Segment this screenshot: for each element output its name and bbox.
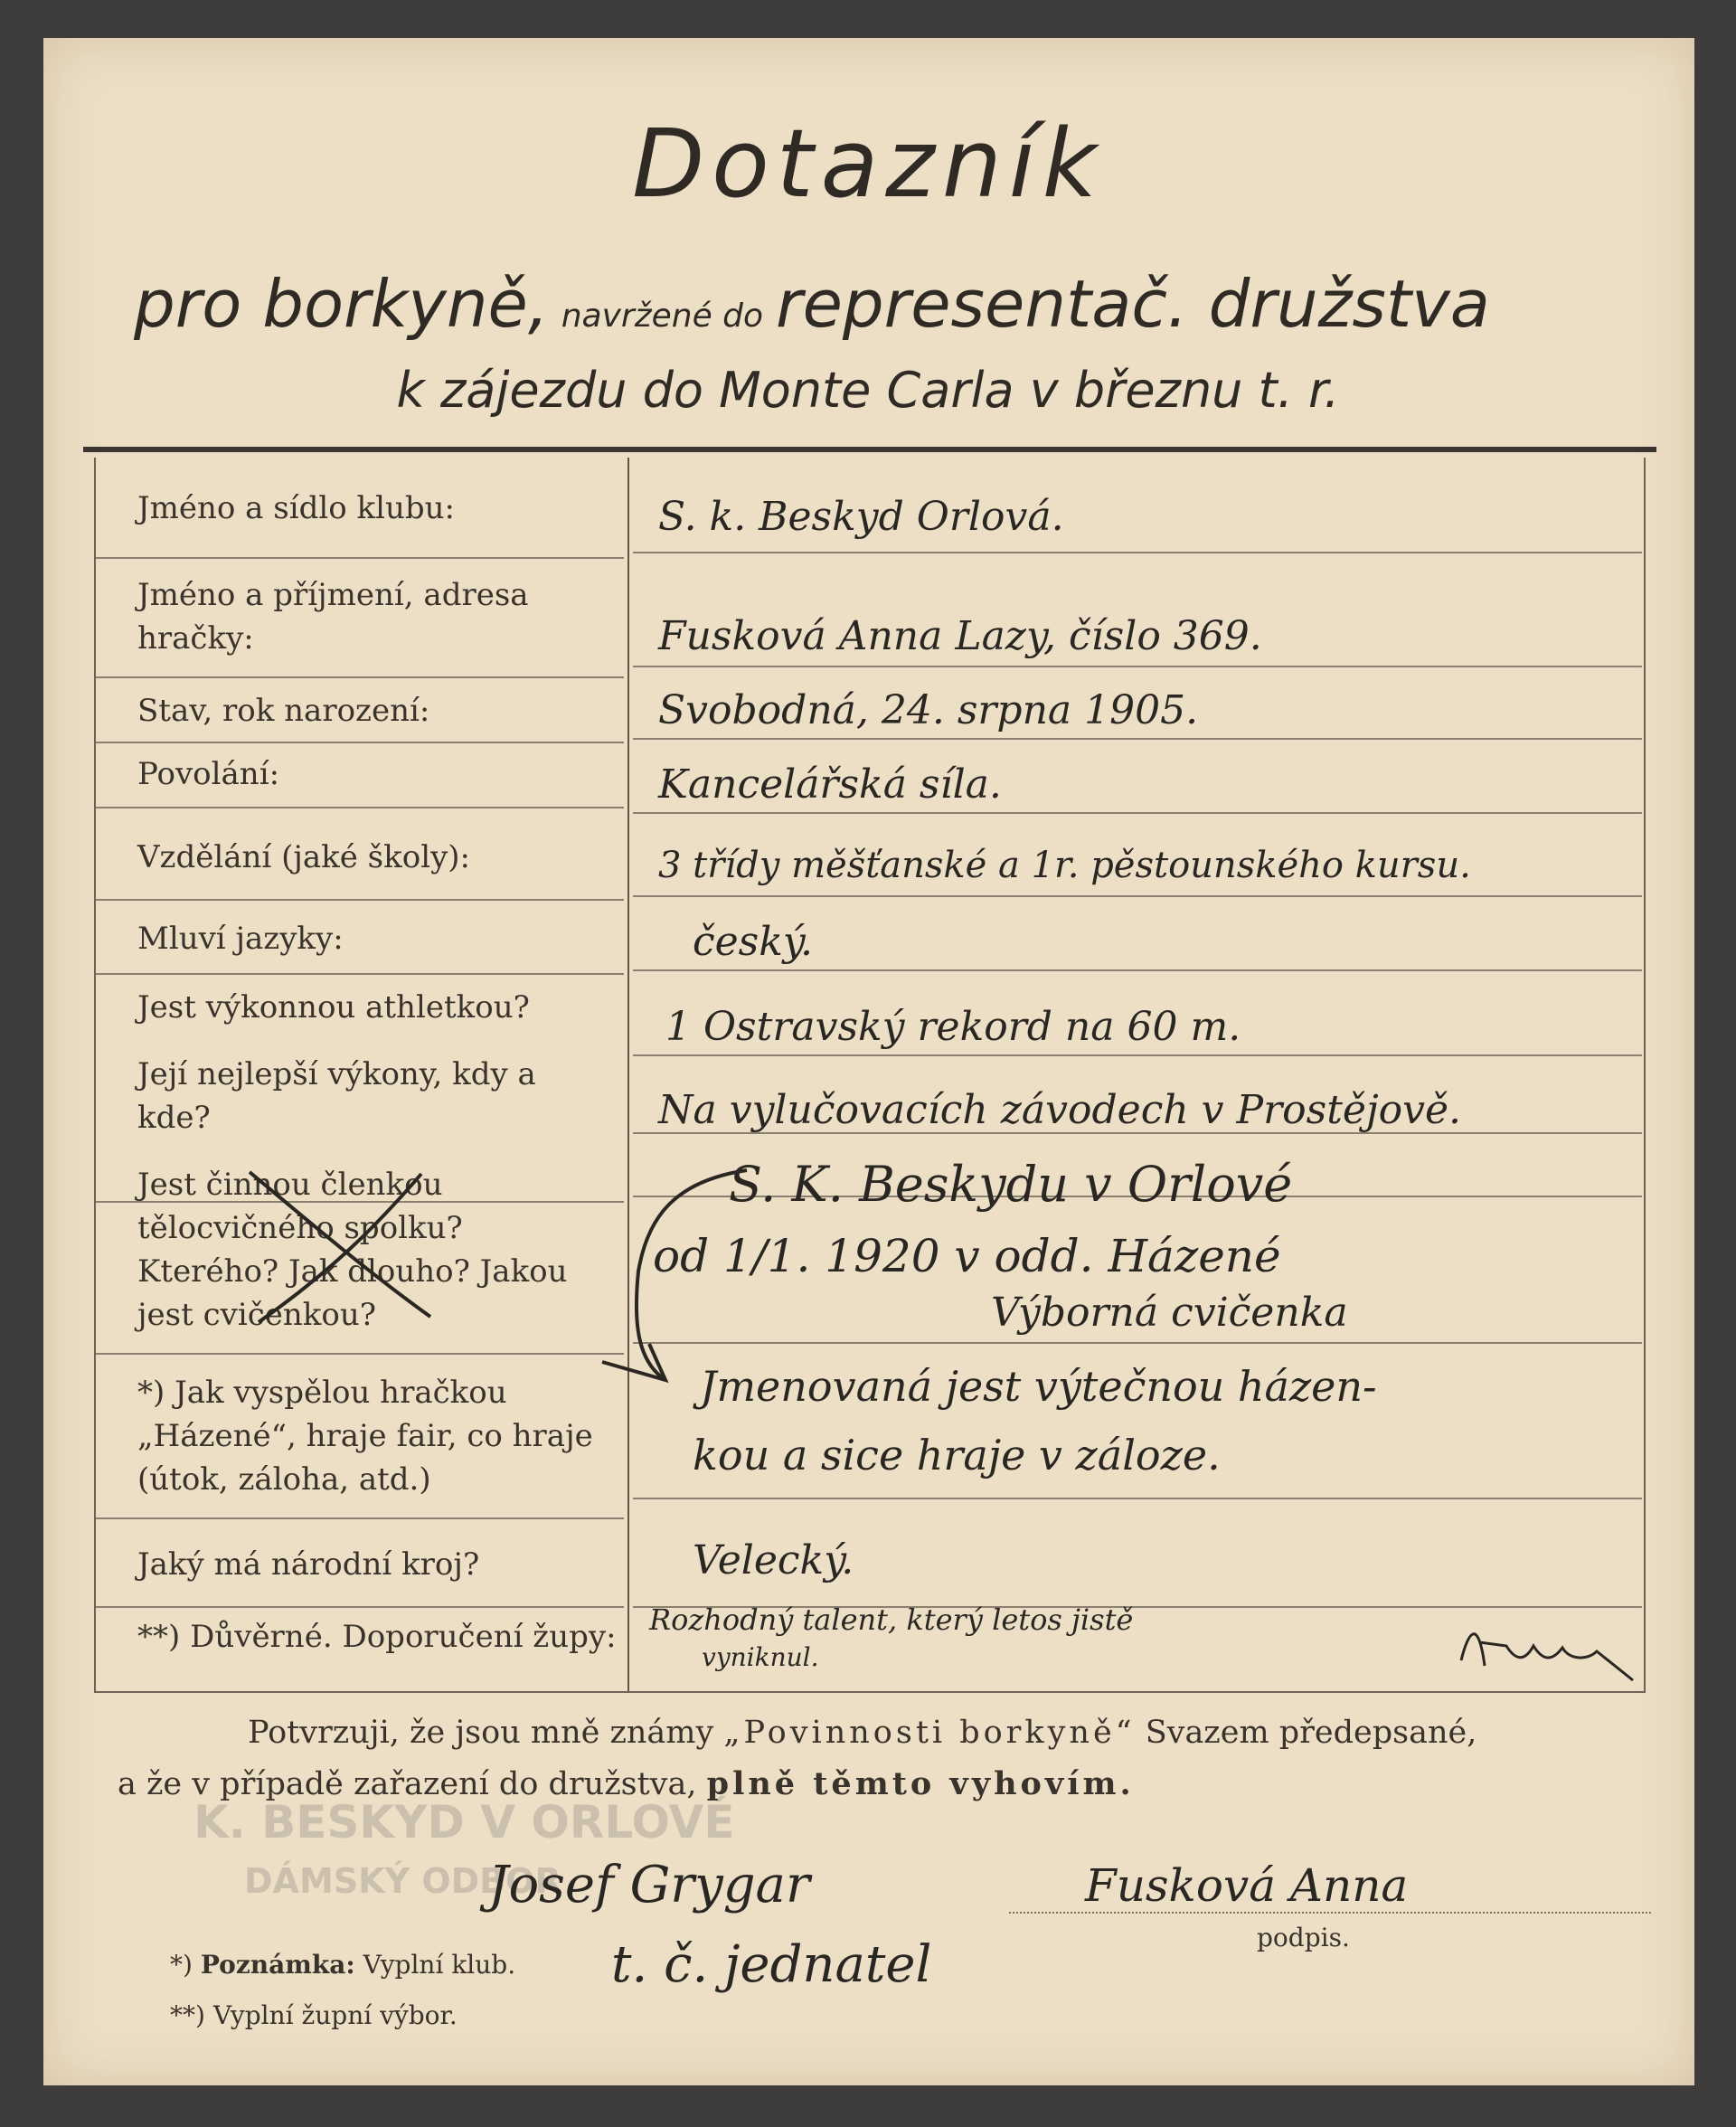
answer-gym-rating: Výborná cvičenka xyxy=(991,1290,1348,1336)
form-subtitle-line2: k zájezdu do Monte Carla v březnu t. r. xyxy=(396,362,1340,419)
answer-gym-club: S. K. Beskydu v Orlové xyxy=(729,1156,1293,1213)
label-athlete: Jest výkonnou athletkou? xyxy=(137,989,530,1026)
strike-cross-mark xyxy=(231,1163,448,1326)
confirmation-pre: Potvrzuji, že jsou mně známy xyxy=(248,1715,714,1751)
answer-status-birth: Svobodná, 24. srpna 1905. xyxy=(658,687,1199,733)
label-education: Vzdělání (jaké školy): xyxy=(137,839,471,875)
answer-occupation: Kancelářská síla. xyxy=(658,761,1002,808)
answer-languages: český. xyxy=(693,919,813,965)
answer-best-results: Na vylučovacích závodech v Prostějově. xyxy=(658,1087,1461,1133)
footnote-1-marker: *) xyxy=(170,1950,193,1980)
answer-costume: Velecký. xyxy=(693,1537,854,1583)
confirmation-post: Svazem předepsané, xyxy=(1145,1715,1477,1751)
answer-line xyxy=(633,666,1642,667)
confirmation-line2-pre: a že v případě zařazení do družstva, xyxy=(118,1766,697,1802)
subtitle-small: navržené do xyxy=(561,298,764,335)
signature-caption: podpis. xyxy=(1257,1923,1350,1952)
answer-handball-line2: kou a sice hraje v záloze. xyxy=(693,1431,1221,1479)
footnote-1-bold: Poznámka: xyxy=(200,1950,355,1980)
footnote-1 xyxy=(170,1950,515,1980)
signature-line xyxy=(1009,1912,1651,1914)
answer-education: 3 třídy měšťanské a 1r. pěstounského kursu. xyxy=(658,845,1471,886)
subtitle-pre: pro borkyně, xyxy=(134,266,549,342)
label-status-birth: Stav, rok narození: xyxy=(137,693,430,729)
label-club: Jméno a sídlo klubu: xyxy=(137,490,455,526)
confirmation-line2-bold: plně těmto vyhovím. xyxy=(706,1765,1135,1802)
answer-line xyxy=(633,1342,1642,1344)
footnote-2: **) Vyplní župní výbor. xyxy=(170,2000,458,2030)
header-rule xyxy=(83,447,1656,452)
confirmation-line1 xyxy=(248,1715,1477,1751)
label-handball-skill: *) Jak vyspělou hračkou „Házené“, hraje fair, co hraje (útok, záloha, atd.) xyxy=(137,1375,593,1498)
questionnaire-table xyxy=(94,458,1646,1693)
answer-gym-since: od 1/1. 1920 v odd. Házené xyxy=(653,1230,1281,1282)
answer-line xyxy=(633,1054,1642,1056)
answer-recommendation-line2: vyniknul. xyxy=(702,1642,819,1672)
subtitle-post: representač. družstva xyxy=(776,266,1490,342)
player-signature: Fusková Anna xyxy=(1085,1859,1409,1912)
answer-line xyxy=(633,812,1642,814)
answer-line xyxy=(633,738,1642,740)
answer-handball-line1: Jmenovaná jest výtečnou házen- xyxy=(700,1362,1377,1411)
column-divider xyxy=(627,458,629,1691)
form-title: Dotazník xyxy=(632,109,1104,219)
answer-athlete: 1 Ostravský rekord na 60 m. xyxy=(665,1004,1241,1050)
answer-line xyxy=(633,1498,1642,1499)
label-best-results: Její nejlepší výkony, kdy a kde? xyxy=(137,1056,536,1136)
label-costume: Jaký má národní kroj? xyxy=(137,1546,480,1583)
initials-scribble xyxy=(1443,1606,1642,1687)
answer-club: S. k. Beskyd Orlová. xyxy=(658,494,1064,540)
club-signature-role: t. č. jednatel xyxy=(611,1935,932,1994)
confirmation-quoted: „Povinnosti borkyně“ xyxy=(723,1715,1136,1751)
form-subtitle xyxy=(134,266,1490,342)
club-stamp-line2: DÁMSKÝ ODBOR xyxy=(244,1861,561,1901)
answer-recommendation-line1: Rozhodný talent, který letos jistě xyxy=(649,1602,1134,1637)
answer-line xyxy=(633,895,1642,897)
footnote-1-text: Vyplní klub. xyxy=(363,1950,516,1980)
answer-name-address: Fusková Anna Lazy, číslo 369. xyxy=(658,613,1262,659)
label-occupation: Povolání: xyxy=(137,756,280,792)
answer-line xyxy=(633,969,1642,971)
label-languages: Mluví jazyky: xyxy=(137,921,344,957)
club-signature: Josef Grygar xyxy=(488,1856,810,1914)
club-stamp-line1: K. BESKYD V ORLOVÉ xyxy=(193,1796,735,1848)
label-name-address: Jméno a příjmení, adresa hračky: xyxy=(137,577,529,657)
answer-line xyxy=(633,552,1642,553)
label-gym-member: Jest činnou členkou tělocvičného spolku? Kterého? Jak dlouho? Jakou jest cvičenkou? xyxy=(137,1167,568,1333)
label-recommendation: **) Důvěrné. Doporučení župy: xyxy=(137,1619,617,1655)
